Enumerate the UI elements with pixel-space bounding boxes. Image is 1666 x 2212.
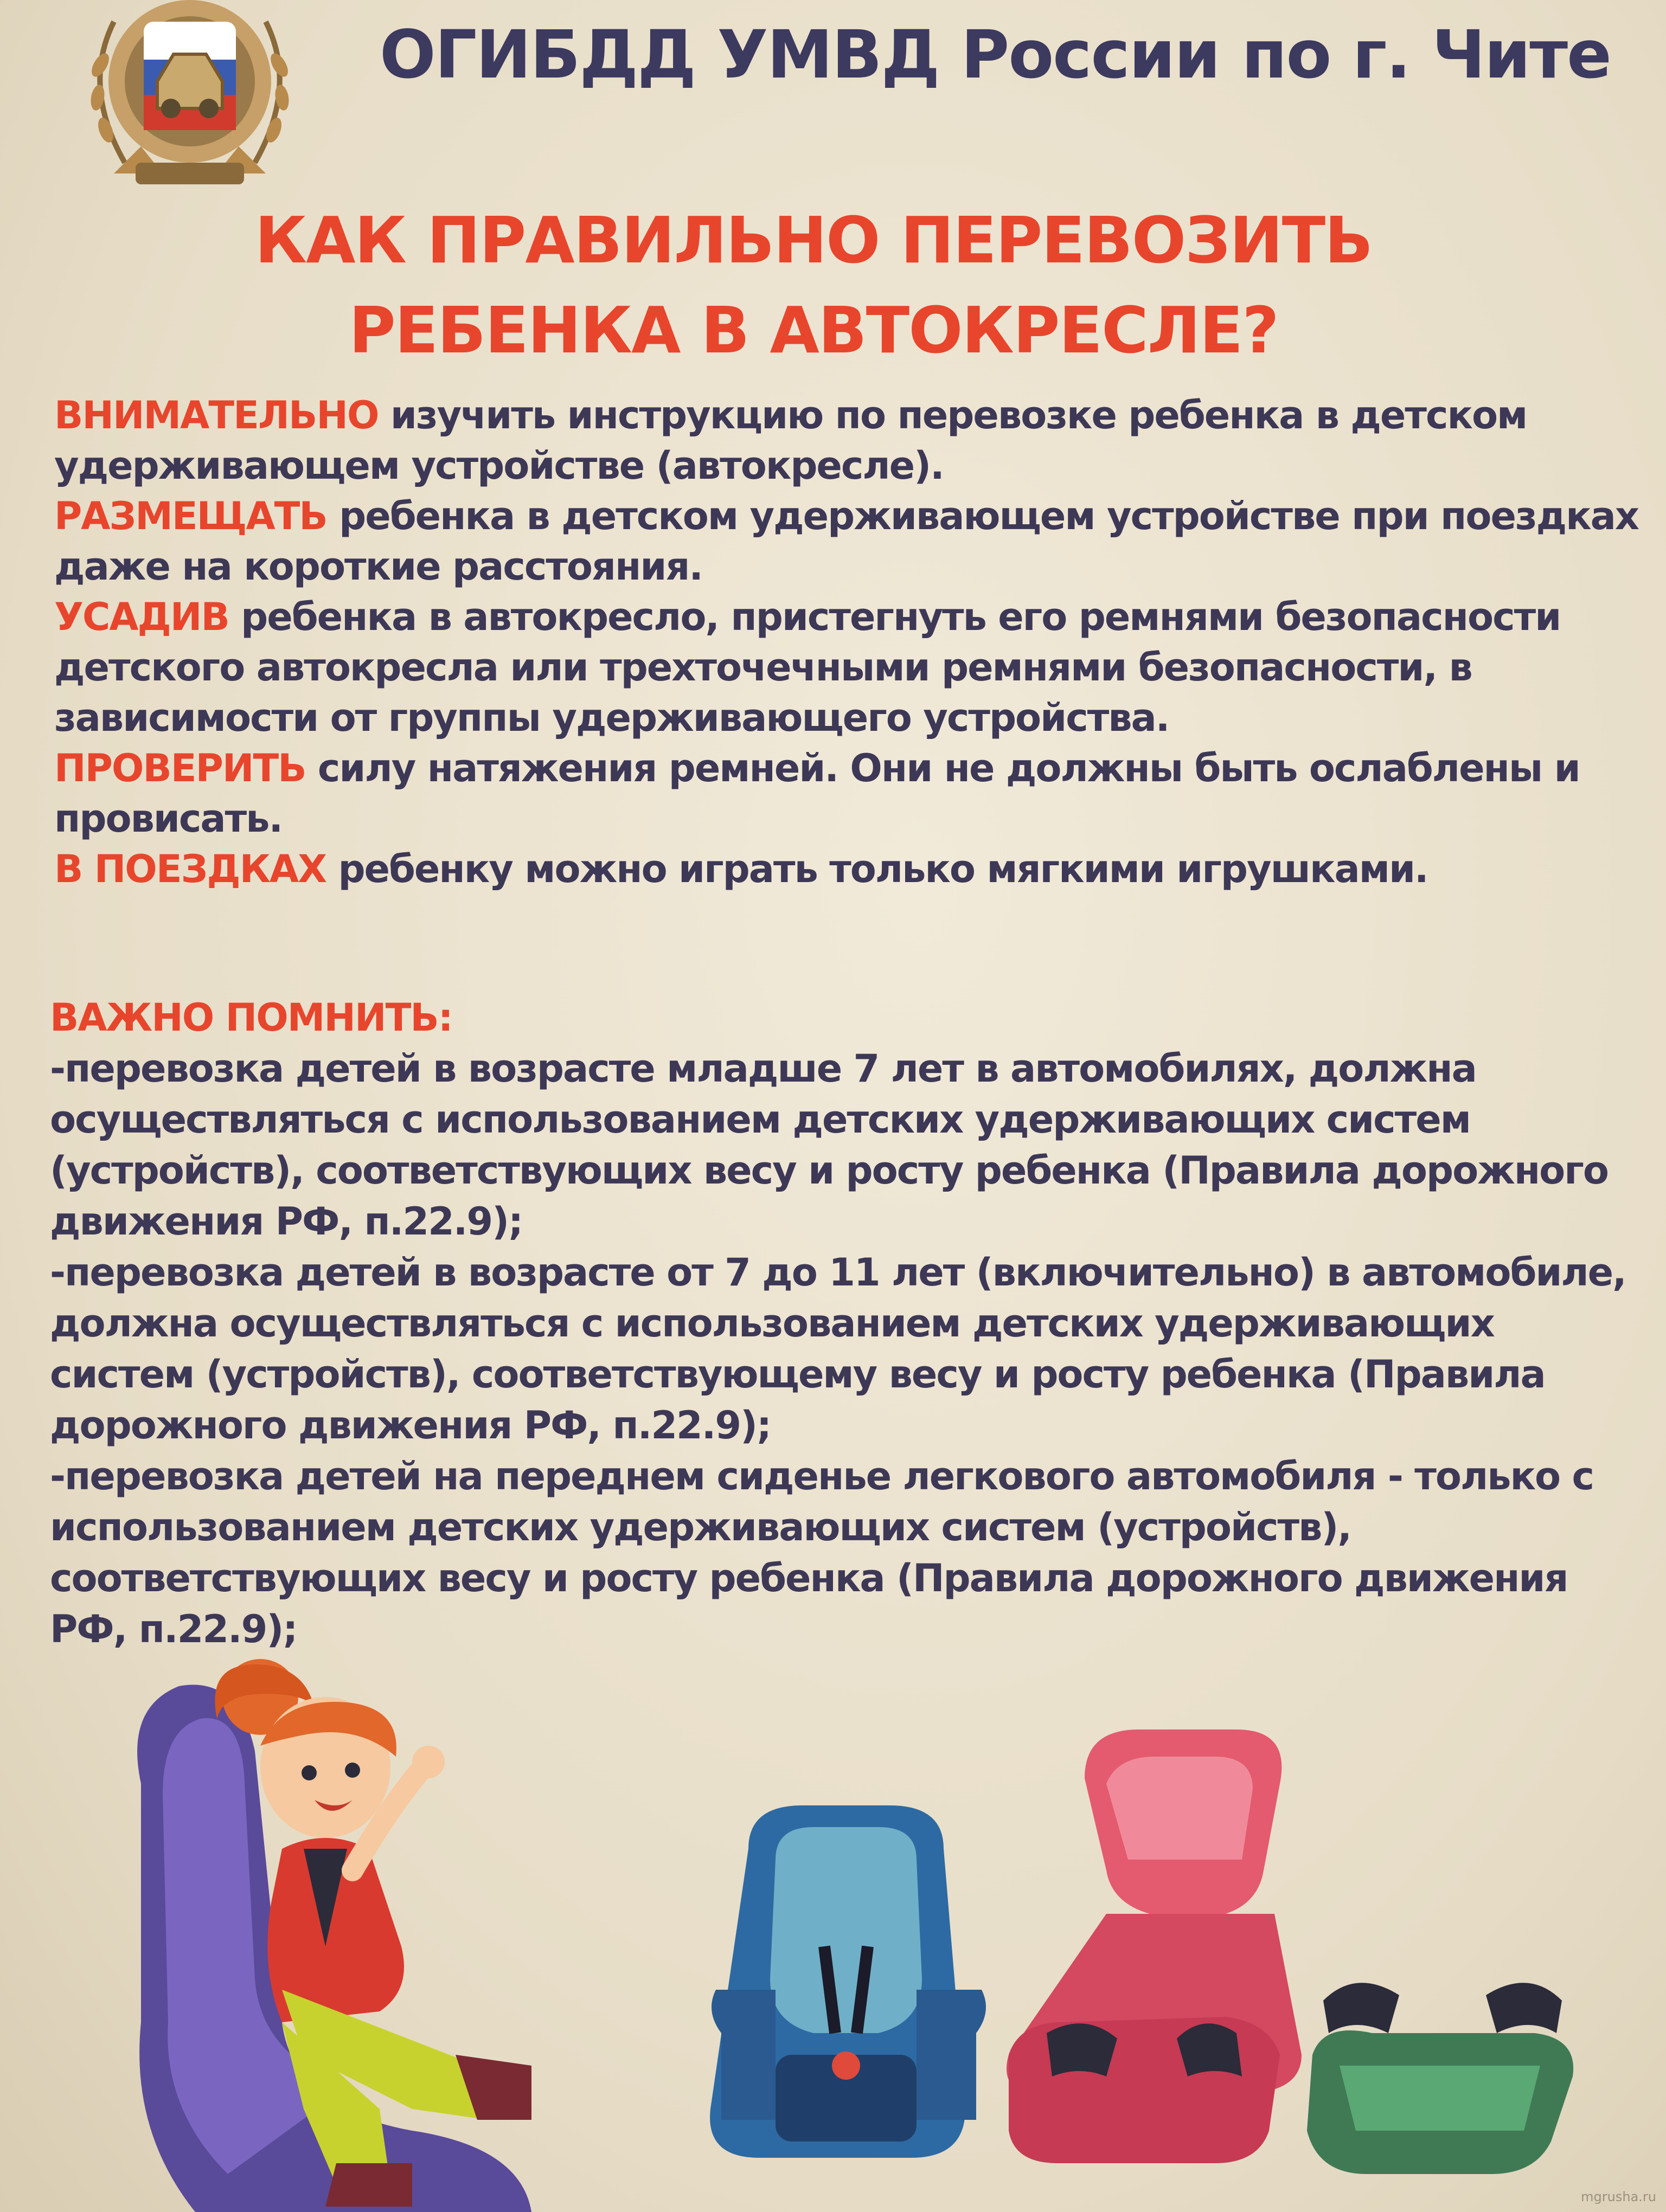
instruction-item: [54, 592, 1643, 743]
instruction-keyword: УСАДИВ: [54, 595, 229, 639]
instruction-text: ребенка в автокресло, пристегнуть его ремнями безопасности детского автокресла или трехточечными ремнями безопасности, в зависимости от группы удерживающего устройства.: [54, 595, 1561, 740]
watermark: mgrusha.ru: [1581, 2189, 1656, 2204]
instruction-item: [54, 491, 1643, 592]
instruction-item: [54, 390, 1643, 491]
instruction-keyword: РАЗМЕЩАТЬ: [54, 494, 327, 538]
red-booster-seat-image: [1007, 1729, 1302, 2163]
instruction-item: [54, 844, 1643, 895]
instructions-list: [54, 390, 1643, 895]
traffic-police-emblem: [49, 0, 331, 195]
instruction-text: силу натяжения ремней. Они не должны быть ослаблены и провисать.: [54, 746, 1580, 841]
instruction-text: изучить инструкцию по перевозке ребенка в детском удерживающем устройстве (автокресле).: [54, 393, 1527, 488]
instruction-keyword: ПРОВЕРИТЬ: [54, 746, 306, 790]
important-item: -перевозка детей в возрасте младше 7 лет в автомобилях, должна осуществляться с использованием детских удерживающих систем (устройств), соответствующих весу и росту ребенка (Правила дорожного движения РФ, п.22.9);: [50, 1046, 1608, 1244]
green-booster-cushion-image: [1307, 1983, 1573, 2174]
instruction-item: [54, 743, 1643, 844]
important-heading: ВАЖНО ПОМНИТЬ:: [50, 995, 452, 1040]
instruction-text: ребенка в детском удерживающем устройстве при поездках даже на короткие расстояния.: [54, 494, 1639, 589]
blue-car-seat-image: [710, 1805, 986, 2158]
instruction-keyword: ВНИМАТЕЛЬНО: [54, 393, 379, 438]
page-title-line-1: КАК ПРАВИЛЬНО ПЕРЕВОЗИТЬ: [254, 203, 1373, 278]
important-item: -перевозка детей в возрасте от 7 до 11 лет (включительно) в автомобиле, должна осуществляться с использованием детских удерживающих систем (устройств), соответствующему весу и росту ребенка (Правила дорожного движения РФ, п.22.9);: [50, 1250, 1626, 1448]
page-title: [163, 195, 1464, 375]
car-seats-illustration: [0, 1643, 1666, 2212]
girl-in-car-seat-image: [137, 1659, 531, 2212]
header-title: ОГИБДД УМВД России по г. Чите: [380, 16, 1611, 93]
important-section: [50, 992, 1650, 1655]
instruction-text: ребенку можно играть только мягкими игрушками.: [326, 847, 1428, 891]
instruction-keyword: В ПОЕЗДКАХ: [54, 847, 326, 891]
important-item: -перевозка детей на переднем сиденье легкового автомобиля - только с использованием детских удерживающих систем (устройств), соответствующих весу и росту ребенка (Правила дорожного движения РФ, п.22.9);: [50, 1454, 1593, 1651]
page-title-line-2: РЕБЕНКА В АВТОКРЕСЛЕ?: [349, 293, 1278, 368]
